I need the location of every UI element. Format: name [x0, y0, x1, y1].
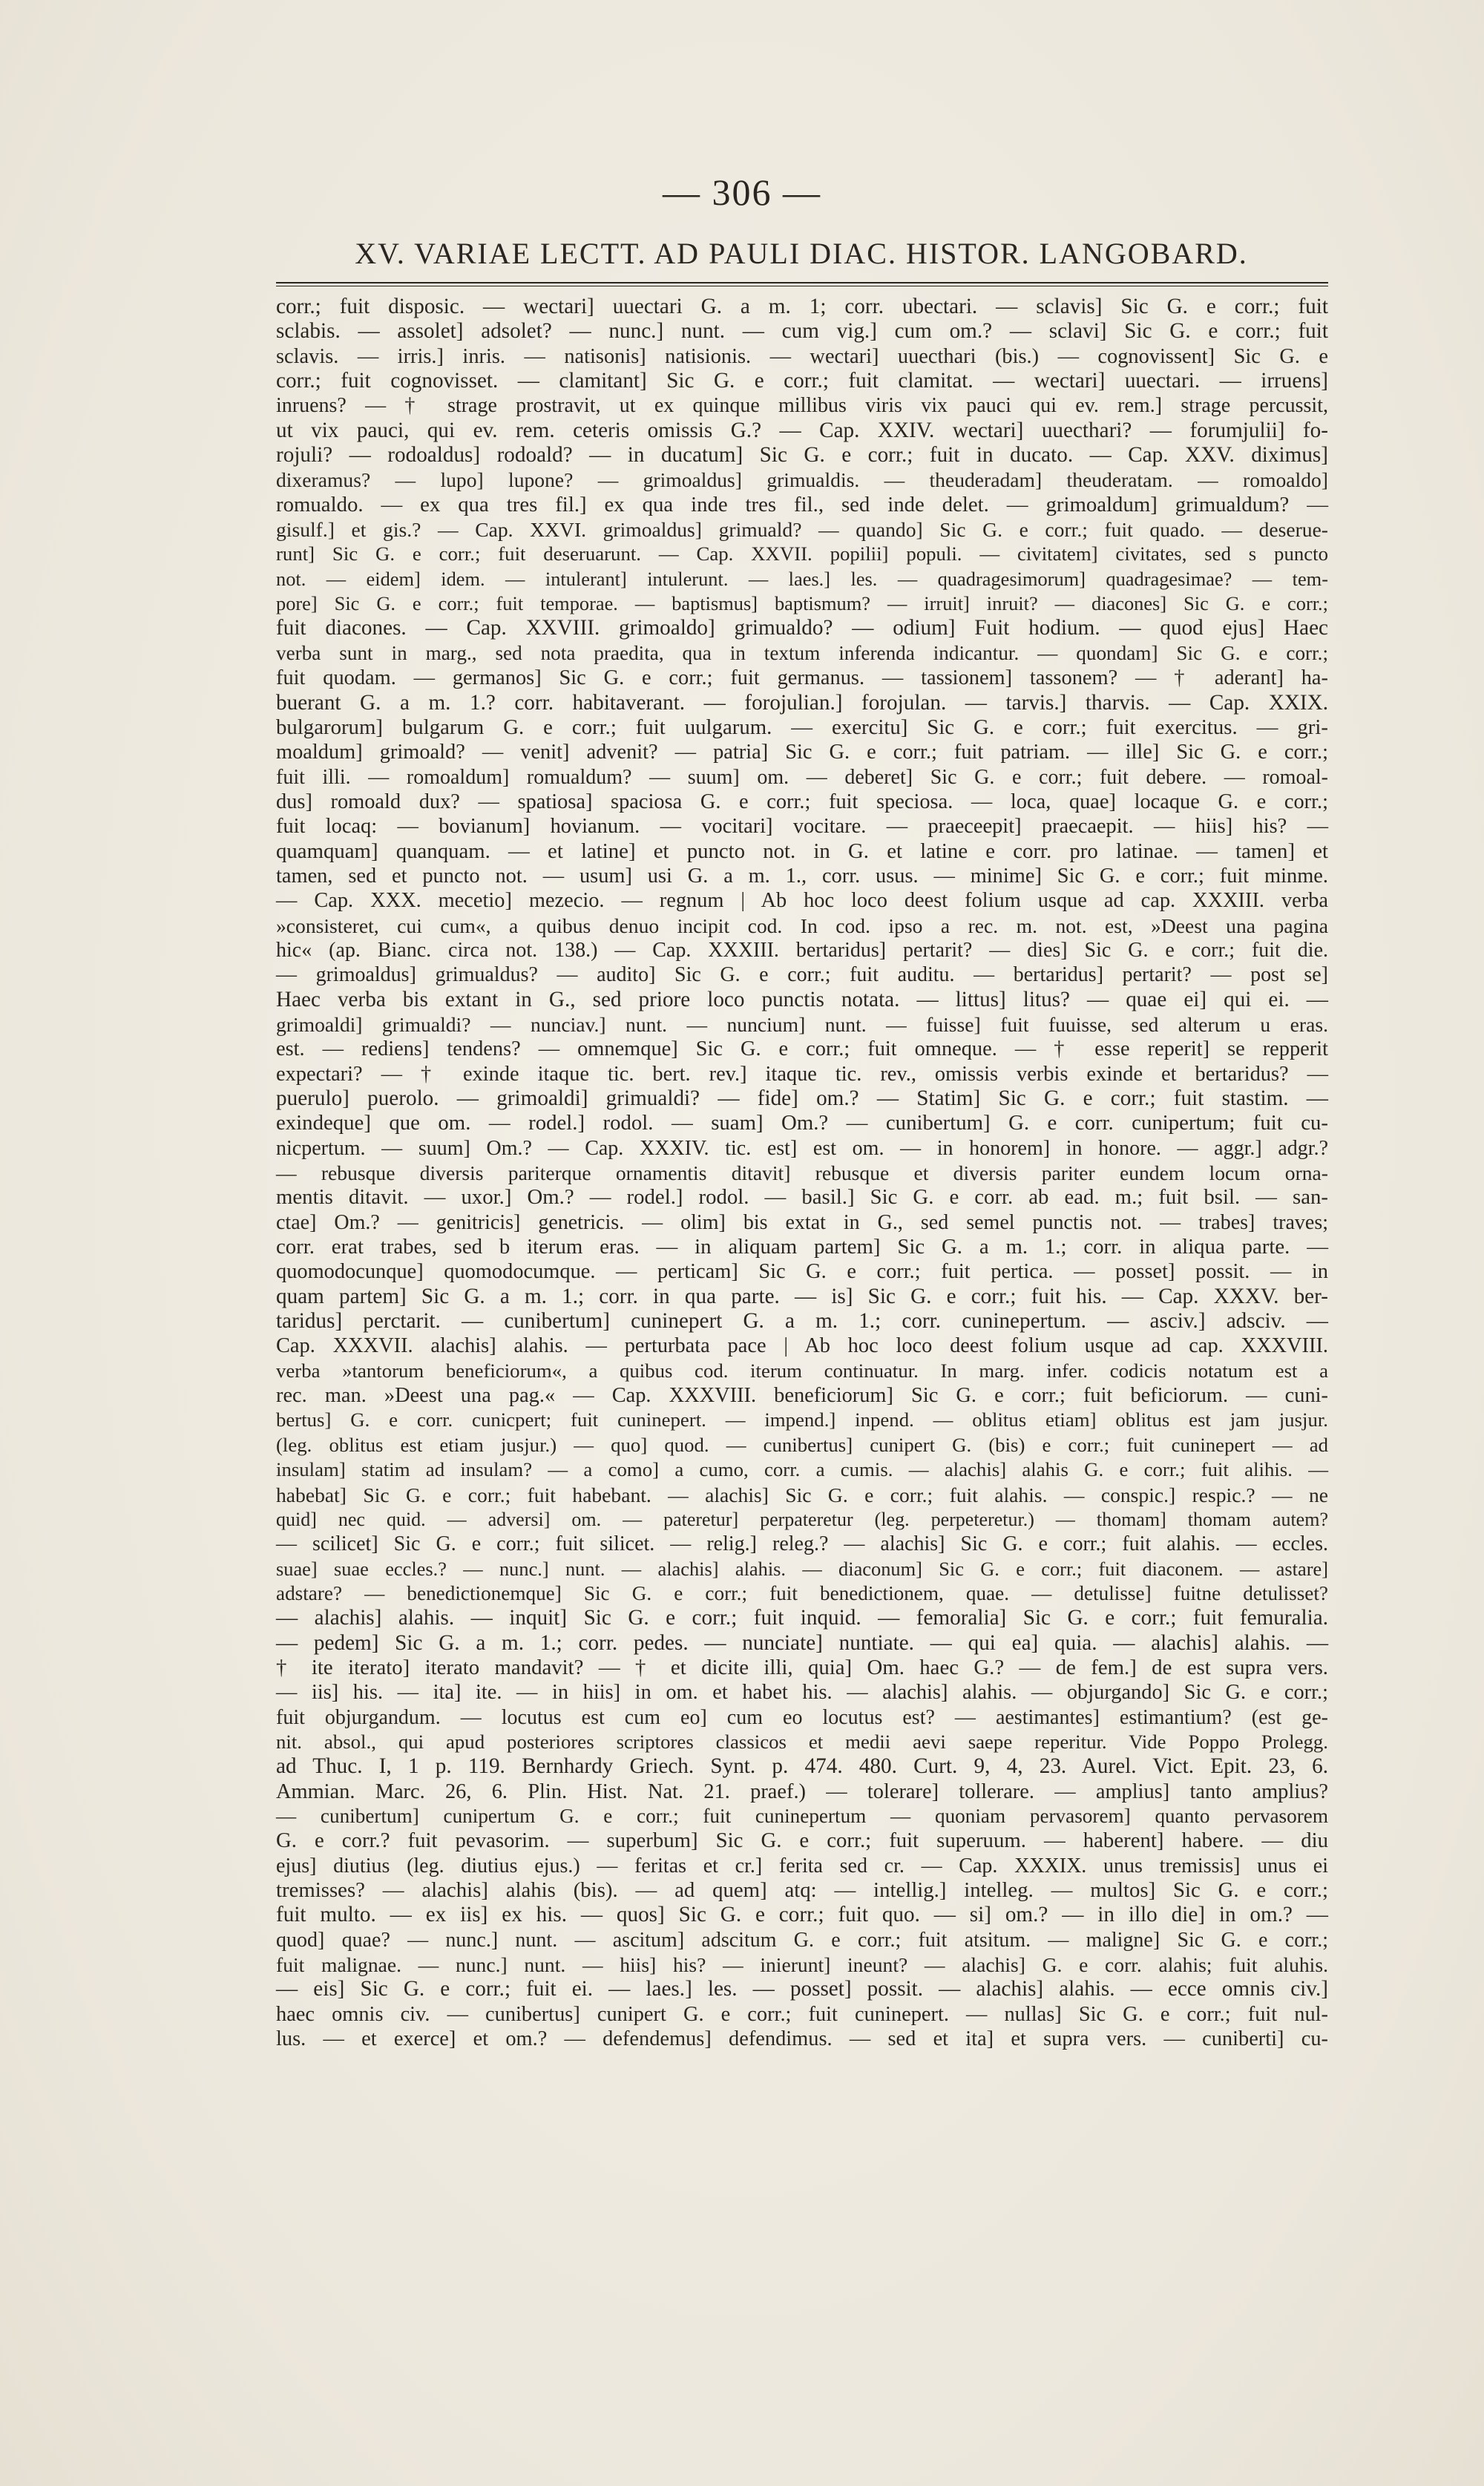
text-line: romualdo. — ex qua tres fil.] ex qua inde tres fil., sed inde delet. — grimoaldum] grimualdum? —: [276, 492, 1328, 516]
text-line: nicpertum. — suum] Om.? — Cap. XXXIV. tic. est] est om. — in honorem] in honore. — aggr.] adgr.?: [276, 1136, 1328, 1160]
text-line: Ammian. Marc. 26, 6. Plin. Hist. Nat. 21. praef.) — tolerare] tollerare. — amplius] tanto amplius?: [276, 1780, 1328, 1803]
text-line: quamquam] quanquam. — et latine] et puncto not. in G. et latine e corr. pro latinae. — tamen] et: [276, 839, 1328, 863]
text-line: (leg. oblitus est etiam jusjur.) — quo] quod. — cunibertus] cunipert G. (bis) e corr.; fuit cuninepert — ad: [276, 1433, 1328, 1456]
text-line: tamen, sed et puncto not. — usum] usi G. a m. 1., corr. usus. — minime] Sic G. e corr.; fuit minme.: [276, 864, 1328, 888]
text-line: — iis] his. — ita] ite. — in hiis] in om. et habet his. — alachis] alahis. — objurgando] Sic G. e corr.;: [276, 1681, 1328, 1705]
text-line: — pedem] Sic G. a m. 1.; corr. pedes. — nunciate] nuntiate. — qui ea] quia. — alachis] alahis. —: [276, 1630, 1328, 1655]
text-line: bulgarorum] bulgarum G. e corr.; fuit uulgarum. — exercitu] Sic G. e corr.; fuit exercitus. — gri-: [276, 715, 1328, 739]
text-line: »consisteret, cui cum«, a quibus denuo incipit cod. In cod. ipso a rec. m. not. est, »Deest una pagina: [276, 914, 1328, 937]
text-line: rec. man. »Deest una pag.« — Cap. XXXVIII. beneficiorum] Sic G. e corr.; fuit beficiorum. — cuni-: [276, 1384, 1328, 1408]
text-line: — grimoaldus] grimualdus? — audito] Sic G. e corr.; fuit auditu. — bertaridus] pertarit? — post se]: [276, 963, 1328, 987]
text-line: — rebusque diversis pariterque ornamentis ditavit] rebusque et diversis pariter eundem locum orna-: [276, 1161, 1328, 1185]
text-line: sclavis. — irris.] inris. — natisonis] natisionis. — wectari] uuecthari (bis.) — cognovissent] Sic G. e: [276, 344, 1328, 368]
text-line: — cunibertum] cunipertum G. e corr.; fuit cuninepertum — quoniam pervasorem] quanto pervasorem: [276, 1804, 1328, 1827]
text-line: — eis] Sic G. e corr.; fuit ei. — laes.] les. — posset] possit. — alachis] alahis. — ecce omnis civ.]: [276, 1977, 1328, 2001]
text-line: nit. absol., qui apud posteriores scriptores classicos et medii aevi saepe reperitur. Vide Poppo Prolegg.: [276, 1730, 1328, 1753]
text-line: quomodocunque] quomodocumque. — perticam] Sic G. e corr.; fuit pertica. — posset] possit. — in: [276, 1260, 1328, 1284]
text-line: inruens? — † strage prostravit, ut ex quinque millibus viris vix pauci qui ev. rem.] strage percussit,: [276, 394, 1328, 418]
text-line: buerant G. a m. 1.? corr. habitaverant. — forojulian.] forojulan. — tarvis.] tharvis. — Cap. XXIX.: [276, 690, 1328, 715]
text-line: not. — eidem] idem. — intulerant] intulerunt. — laes.] les. — quadragesimorum] quadragesimae? — tem-: [276, 567, 1328, 590]
text-line: suae] suae eccles.? — nunc.] nunt. — alachis] alahis. — diaconum] Sic G. e corr.; fuit diaconem. — astare]: [276, 1557, 1328, 1580]
text-line: haec omnis civ. — cunibertus] cunipert G. e corr.; fuit cuninepert. — nullas] Sic G. e corr.; fuit nul-: [276, 2002, 1328, 2026]
text-line: corr. erat trabes, sed b iterum eras. — in aliquam partem] Sic G. a m. 1.; corr. in aliqua parte. —: [276, 1235, 1328, 1259]
text-line: lus. — et exerce] et om.? — defendemus] defendimus. — sed et ita] et supra vers. — cuniberti] cu-: [276, 2027, 1328, 2051]
text-line: grimoaldi] grimualdi? — nunciav.] nunt. — nuncium] nunt. — fuisse] fuit fuuisse, sed alterum u eras.: [276, 1012, 1328, 1036]
text-line: moaldum] grimoald? — venit] advenit? — patria] Sic G. e corr.; fuit patriam. — ille] Sic G. e corr.;: [276, 741, 1328, 764]
text-line: † ite iterato] iterato mandavit? — † et dicite illi, quia] Om. haec G.? — de fem.] de est supra vers.: [276, 1655, 1328, 1679]
text-line: fuit malignae. — nunc.] nunt. — hiis] his? — inierunt] ineunt? — alachis] G. e corr. alahis; fuit aluhis.: [276, 1953, 1328, 1977]
text-line: bertus] G. e corr. cunicpert; fuit cuninepert. — impend.] inpend. — oblitus etiam] oblitus est jam jusjur.: [276, 1408, 1328, 1431]
text-line: corr.; fuit cognovisset. — clamitant] Sic G. e corr.; fuit clamitat. — wectari] uuectari. — irruens]: [276, 369, 1328, 393]
text-line: verba sunt in marg., sed nota praedita, qua in textum inferenda indicantur. — quondam] Sic G. e corr.;: [276, 641, 1328, 664]
text-line: fuit objurgandum. — locutus est cum eo] cum eo locutus est? — aestimantes] estimantium? (est ge-: [276, 1705, 1328, 1729]
text-line: hic« (ap. Bianc. circa not. 138.) — Cap. XXXIII. bertaridus] pertarit? — dies] Sic G. e corr.; fuit die.: [276, 938, 1328, 962]
text-line: dixeramus? — lupo] lupone? — grimoaldus] grimualdis. — theuderadam] theuderatam. — romoaldo]: [276, 468, 1328, 492]
text-line: G. e corr.? fuit pevasorim. — superbum] Sic G. e corr.; fuit superuum. — haberent] habere. — diu: [276, 1829, 1328, 1853]
text-line: quid] nec quid. — adversi] om. — pateretur] perpateretur (leg. perpeteretur.) — thomam] thomam autem?: [276, 1508, 1328, 1530]
text-line: habebat] Sic G. e corr.; fuit habebant. — alachis] Sic G. e corr.; fuit alahis. — conspic.] respic.? — ne: [276, 1483, 1328, 1506]
text-line: fuit quodam. — germanos] Sic G. e corr.; fuit germanus. — tassionem] tassonem? — † aderant] ha-: [276, 666, 1328, 690]
text-line: mentis ditavit. — uxor.] Om.? — rodel.] rodol. — basil.] Sic G. e corr. ab ead. m.; fuit bsil. — san-: [276, 1185, 1328, 1210]
text-line: insulam] statim ad insulam? — a como] a cumo, corr. a cumis. — alachis] alahis G. e corr.; fuit alihis. —: [276, 1458, 1328, 1481]
text-line: puerulo] puerolo. — grimoaldi] grimualdi? — fide] om.? — Statim] Sic G. e corr.; fuit stastim. —: [276, 1086, 1328, 1110]
text-line: taridus] perctarit. — cunibertum] cuninepert G. a m. 1.; corr. cuninepertum. — asciv.] adsciv. —: [276, 1309, 1328, 1334]
text-line: Cap. XXXVII. alachis] alahis. — perturbata pace | Ab hoc loco deest folium usque ad cap. XXXVIII.: [276, 1334, 1328, 1358]
text-line: runt] Sic G. e corr.; fuit deseruarunt. — Cap. XXVII. popilii] populi. — civitatem] civitates, sed s puncto: [276, 542, 1328, 565]
text-line: rojuli? — rodoaldus] rodoald? — in ducatum] Sic G. e corr.; fuit in ducato. — Cap. XXV. diximus]: [276, 443, 1328, 468]
text-line: quod] quae? — nunc.] nunt. — ascitum] adscitum G. e corr.; fuit atsitum. — maligne] Sic G. e corr.;: [276, 1928, 1328, 1952]
text-line: quam partem] Sic G. a m. 1.; corr. in qua parte. — is] Sic G. e corr.; fuit his. — Cap. XXXV. ber-: [276, 1284, 1328, 1308]
text-line: ejus] diutius (leg. diutius ejus.) — feritas et cr.] ferita sed cr. — Cap. XXXIX. unus tremissis] unus ei: [276, 1854, 1328, 1877]
text-line: ad Thuc. I, 1 p. 119. Bernhardy Griech. Synt. p. 474. 480. Curt. 9, 4, 23. Aurel. Vict. Epit. 23, 6.: [276, 1754, 1328, 1779]
text-line: ctae] Om.? — genitricis] genetricis. — olim] bis extat in G., sed semel punctis not. — trabes] traves;: [276, 1210, 1328, 1234]
text-line: Haec verba bis extant in G., sed priore loco punctis notata. — littus] litus? — quae ei] qui ei. —: [276, 987, 1328, 1011]
text-line: fuit diacones. — Cap. XXVIII. grimoaldo] grimualdo? — odium] Fuit hodium. — quod ejus] Haec: [276, 616, 1328, 640]
text-line: dus] romoald dux? — spatiosa] spaciosa G. e corr.; fuit speciosa. — loca, quae] locaque G. e corr.;: [276, 790, 1328, 813]
running-head: XV. VARIAE LECTT. AD PAULI DIAC. HISTOR. LANGOBARD.: [355, 237, 1248, 270]
text-line: fuit multo. — ex iis] ex his. — quos] Sic G. e corr.; fuit quo. — si] om.? — in illo die] in om.? —: [276, 1903, 1328, 1927]
text-line: verba »tantorum beneficiorum«, a quibus cod. iterum continuatur. In marg. infer. codicis notatum est a: [276, 1359, 1328, 1382]
text-line: gisulf.] et gis.? — Cap. XXVI. grimoaldus] grimuald? — quando] Sic G. e corr.; fuit quado. — deserue-: [276, 518, 1328, 542]
text-line: — Cap. XXX. mecetio] mezecio. — regnum | Ab hoc loco deest folium usque ad cap. XXXIII. verba: [276, 889, 1328, 913]
page-number: — 306 —: [663, 171, 821, 213]
text-line: exindeque] que om. — rodel.] rodol. — suam] Om.? — cunibertum] G. e corr. cunipertum; fuit cu-: [276, 1111, 1328, 1135]
header-rule: [276, 282, 1328, 283]
text-line: — scilicet] Sic G. e corr.; fuit silicet. — relig.] releg.? — alachis] Sic G. e corr.; fuit alahis. — eccles.: [276, 1532, 1328, 1556]
text-line: — alachis] alahis. — inquit] Sic G. e corr.; fuit inquid. — femoralia] Sic G. e corr.; fuit femuralia.: [276, 1606, 1328, 1630]
text-line: sclabis. — assolet] adsolet? — nunc.] nunt. — cum vig.] cum om.? — sclavi] Sic G. e corr.; fuit: [276, 319, 1328, 344]
text-line: ut vix pauci, qui ev. rem. ceteris omissis G.? — Cap. XXIV. wectari] uuecthari? — forumjulii] fo-: [276, 418, 1328, 442]
text-line: fuit locaq: — bovianum] hovianum. — vocitari] vocitare. — praeceepit] praecaepit. — hiis] his? —: [276, 815, 1328, 839]
body-text: [276, 295, 1328, 2051]
text-line: corr.; fuit disposic. — wectari] uuectari G. a m. 1; corr. ubectari. — sclavis] Sic G. e corr.; fuit: [276, 295, 1328, 318]
text-line: adstare? — benedictionemque] Sic G. e corr.; fuit benedictionem, quae. — detulisse] fuitne detulisset?: [276, 1581, 1328, 1604]
text-line: est. — rediens] tendens? — omnemque] Sic G. e corr.; fuit omneque. — † esse reperit] se repperit: [276, 1037, 1328, 1061]
text-line: fuit illi. — romoaldum] romualdum? — suum] om. — deberet] Sic G. e corr.; fuit debere. — romoal-: [276, 765, 1328, 789]
text-line: tremisses? — alachis] alahis (bis). — ad quem] atq: — intellig.] intelleg. — multos] Sic G. e corr.;: [276, 1878, 1328, 1902]
text-line: expectari? — † exinde itaque tic. bert. rev.] itaque tic. rev., omissis verbis exinde et bertaridus? —: [276, 1062, 1328, 1086]
text-line: pore] Sic G. e corr.; fuit temporae. — baptismus] baptismum? — irruit] inruit? — diacones] Sic G. e corr.;: [276, 592, 1328, 615]
